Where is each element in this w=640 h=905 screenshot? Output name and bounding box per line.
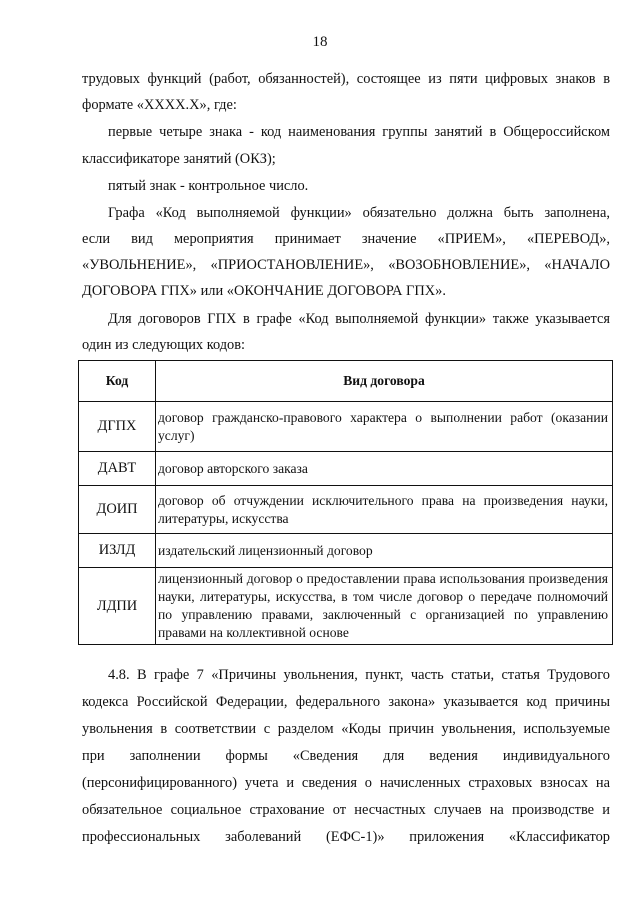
graph-para-line-3: «УВОЛЬНЕНИЕ», «ПРИОСТАНОВЛЕНИЕ», «ВОЗОБНОВЛЕНИЕ», «НАЧАЛО xyxy=(82,257,610,273)
section-48-line-4: при заполнении формы «Сведения для ведения индивидуального xyxy=(82,748,610,764)
table-row xyxy=(79,452,613,486)
header-code: Код xyxy=(79,361,156,402)
table-row xyxy=(79,534,613,568)
table-header-row xyxy=(79,361,613,402)
row-code: ИЗЛД xyxy=(79,534,156,568)
item1-line-1: первые четыре знака - код наименования группы занятий в Общероссийском xyxy=(108,124,610,140)
section-48-line-5: (персонифицированного) учета и сведения о начисленных страховых взносах на xyxy=(82,775,610,791)
row-code: ДОИП xyxy=(79,486,156,534)
row-desc: издательский лицензионный договор xyxy=(156,534,613,568)
gph-para-line-2: один из следующих кодов: xyxy=(82,337,246,353)
row-code: ЛДПИ xyxy=(79,568,156,645)
intro-line-1: трудовых функций (работ, обязанностей), состоящее из пяти цифровых знаков в xyxy=(82,71,610,87)
row-code: ДАВТ xyxy=(79,452,156,486)
graph-para-line-1: Графа «Код выполняемой функции» обязательно должна быть заполнена, xyxy=(108,205,610,221)
section-48-line-1: 4.8. В графе 7 «Причины увольнения, пункт, часть статьи, статья Трудового xyxy=(108,667,610,683)
row-desc: договор об отчуждении исключительного права на произведения науки, литературы, искусства xyxy=(156,486,613,534)
item1-line-2: классификаторе занятий (ОКЗ); xyxy=(82,151,276,167)
row-code: ДГПХ xyxy=(79,402,156,452)
table-row xyxy=(79,402,613,452)
section-48-line-2: кодекса Российской Федерации, федерального закона» указывается код причины xyxy=(82,694,610,710)
contract-codes-table xyxy=(78,360,613,645)
section-48-line-6: обязательное социальное страхование от несчастных случаев на производстве и xyxy=(82,802,610,818)
item2-line: пятый знак - контрольное число. xyxy=(108,178,309,194)
row-desc: договор авторского заказа xyxy=(156,452,613,486)
header-contract-type: Вид договора xyxy=(156,361,613,402)
graph-para-line-4: ДОГОВОРА ГПХ» или «ОКОНЧАНИЕ ДОГОВОРА ГПХ». xyxy=(82,283,446,299)
page-number: 18 xyxy=(312,34,328,50)
row-desc: лицензионный договор о предоставлении права использования произведения науки, литературы, искусства, в том числе договор о передаче полномочий по управлению правами, заключенный с организацией по управлению правами на коллективной основе xyxy=(156,568,613,645)
section-48-line-7: профессиональных заболеваний (ЕФС-1)» приложения «Классификатор xyxy=(82,829,610,845)
gph-para-line-1: Для договоров ГПХ в графе «Код выполняемой функции» также указывается xyxy=(108,311,610,327)
section-48-line-3: увольнения в соответствии с разделом «Коды причин увольнения, используемые xyxy=(82,721,610,737)
table-row xyxy=(79,568,613,645)
table-row xyxy=(79,486,613,534)
intro-line-2: формате «ХХХХ.Х», где: xyxy=(82,97,237,113)
graph-para-line-2: если вид мероприятия принимает значение «ПРИЕМ», «ПЕРЕВОД», xyxy=(82,231,610,247)
row-desc: договор гражданско-правового характера о выполнении работ (оказании услуг) xyxy=(156,402,613,452)
